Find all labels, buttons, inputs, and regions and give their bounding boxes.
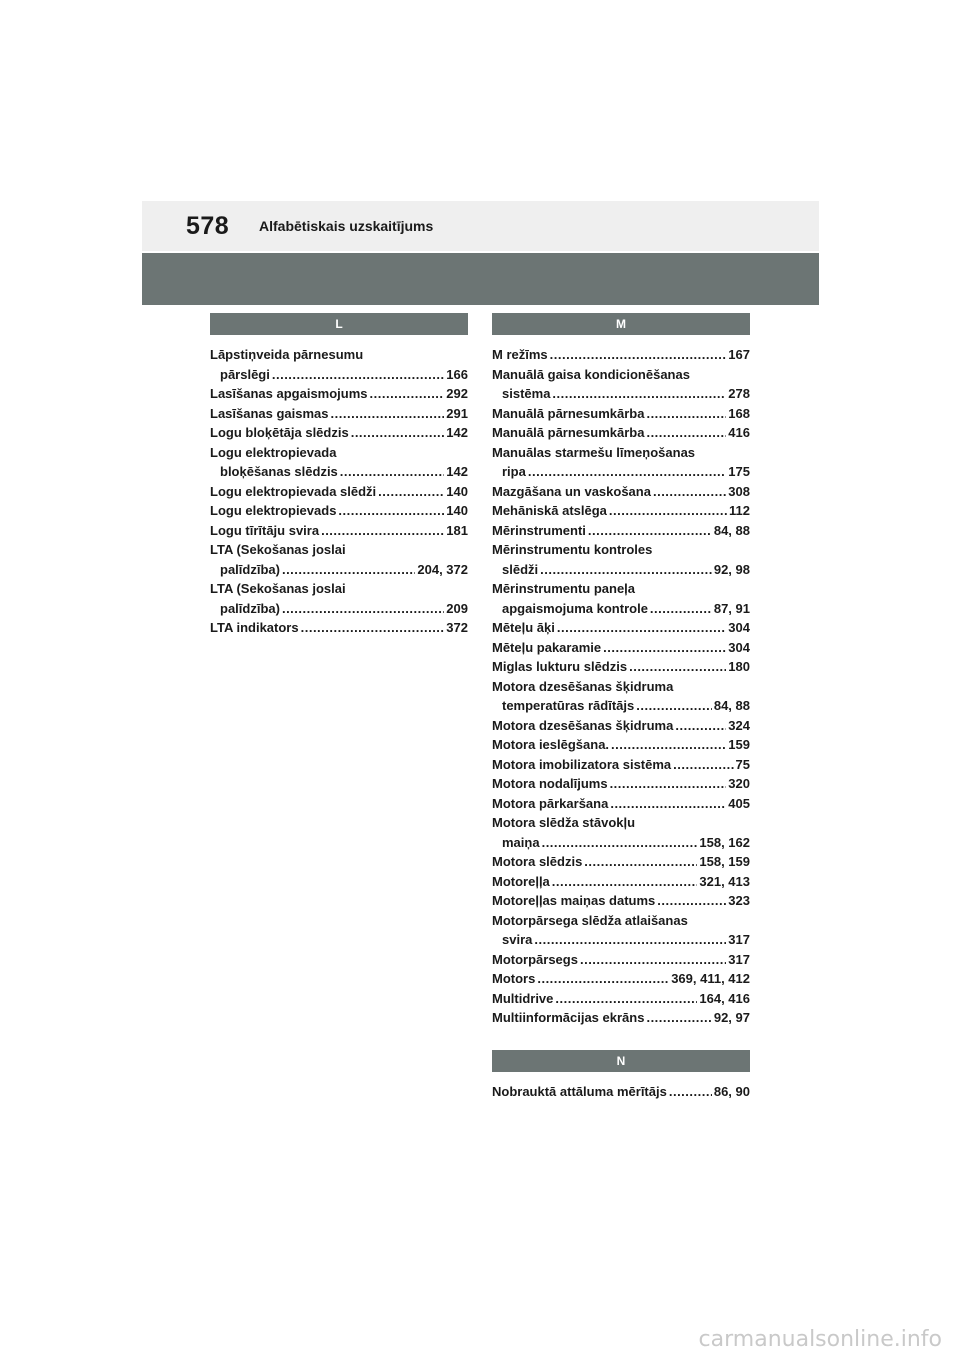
index-entry-pages: 159 bbox=[728, 737, 750, 752]
index-entry bbox=[492, 911, 750, 950]
index-entry-line bbox=[492, 501, 750, 521]
index-entry-line bbox=[492, 345, 750, 365]
dot-leader bbox=[673, 755, 733, 775]
dot-leader bbox=[534, 930, 726, 950]
dot-leader bbox=[550, 345, 727, 365]
index-entry-line bbox=[492, 696, 750, 716]
dot-leader bbox=[540, 560, 712, 580]
watermark: carmanualsonline.info bbox=[698, 1327, 942, 1352]
index-entry bbox=[492, 521, 750, 541]
index-entry-term: Motora dzesēšanas šķidruma bbox=[492, 717, 674, 733]
index-entry-term: Nobrauktā attāluma mērītājs bbox=[492, 1083, 667, 1099]
index-entry bbox=[492, 677, 750, 716]
index-entry-line bbox=[492, 404, 750, 424]
dot-leader bbox=[272, 365, 444, 385]
column-left bbox=[210, 313, 468, 638]
index-entry-pages: 84, 88 bbox=[713, 522, 750, 538]
dot-leader bbox=[338, 501, 444, 521]
index-entry-pages: 168 bbox=[728, 405, 750, 421]
index-entry-pages: 158, 162 bbox=[699, 834, 750, 850]
dot-leader bbox=[378, 482, 444, 502]
index-entry bbox=[492, 365, 750, 404]
index-entry-pages: 142 bbox=[446, 464, 468, 479]
index-entry-pages: 112 bbox=[729, 503, 750, 518]
dot-leader bbox=[636, 696, 712, 716]
index-entry-pages: 164, 416 bbox=[699, 990, 750, 1006]
index-entry-pages: 75 bbox=[735, 756, 750, 772]
index-entry-term: Mēteļu pakaramie bbox=[492, 639, 602, 655]
index-entry bbox=[210, 501, 468, 521]
index-entry bbox=[492, 813, 750, 852]
index-entry bbox=[492, 404, 750, 424]
index-entry-line bbox=[492, 657, 750, 677]
index-entry-term: Logu elektropievada slēdži bbox=[210, 483, 377, 499]
index-entry bbox=[492, 657, 750, 677]
index-entry bbox=[492, 501, 750, 521]
index-entry-line bbox=[492, 930, 750, 950]
entries-l bbox=[210, 345, 468, 638]
dot-leader bbox=[588, 521, 712, 541]
index-entry-line bbox=[492, 482, 750, 502]
section-gap bbox=[492, 1028, 750, 1050]
index-entry-pages: 324 bbox=[728, 717, 750, 733]
index-entry-term: Mērinstrumenti bbox=[492, 522, 586, 538]
index-entry bbox=[492, 1008, 750, 1028]
dot-leader bbox=[552, 872, 698, 892]
dot-leader bbox=[610, 794, 726, 814]
page-number: 578 bbox=[186, 212, 230, 240]
index-entry-pages: 181 bbox=[446, 522, 468, 538]
index-entry bbox=[492, 345, 750, 365]
index-entry-line bbox=[210, 540, 468, 560]
index-entry-term: LTA (Sekošanas joslai bbox=[210, 542, 346, 557]
index-entry-term: slēdži bbox=[502, 561, 539, 577]
index-entry bbox=[492, 755, 750, 775]
index-entry-term: Multidrive bbox=[492, 990, 554, 1006]
dot-leader bbox=[537, 969, 669, 989]
index-entry-pages: 204, 372 bbox=[417, 561, 468, 577]
header-grey-bar bbox=[142, 253, 819, 305]
index-entry-term: Logu tīrītāju svira bbox=[210, 522, 320, 538]
index-entry bbox=[210, 521, 468, 541]
index-entry bbox=[492, 872, 750, 892]
index-entry-pages: 92, 98 bbox=[713, 561, 750, 577]
index-entry-pages: 323 bbox=[728, 893, 750, 908]
index-entry bbox=[210, 482, 468, 502]
index-entry-pages: 84, 88 bbox=[713, 698, 750, 713]
index-entry-term: Motora slēdzis bbox=[492, 854, 583, 869]
index-entry-line bbox=[492, 774, 750, 794]
dot-leader bbox=[675, 716, 726, 736]
dot-leader bbox=[370, 384, 445, 404]
index-entry-term: bloķēšanas slēdzis bbox=[220, 464, 338, 479]
index-entry-pages: 166 bbox=[446, 366, 468, 382]
index-entry-line bbox=[492, 872, 750, 892]
index-entry-line bbox=[492, 618, 750, 638]
index-entry-term: Mēteļu āķi bbox=[492, 620, 555, 635]
index-entry-line bbox=[492, 365, 750, 385]
index-entry-pages: 167 bbox=[728, 347, 750, 362]
index-entry-term: apgaismojuma kontrole bbox=[502, 600, 648, 616]
header-band bbox=[142, 201, 819, 251]
index-entry-line bbox=[492, 677, 750, 697]
index-entry-line bbox=[210, 404, 468, 424]
index-entry-term: LTA indikators bbox=[210, 620, 299, 635]
index-entry-line bbox=[492, 794, 750, 814]
index-entry bbox=[492, 852, 750, 872]
index-entry-pages: 180 bbox=[728, 659, 750, 674]
index-entry-term: temperatūras rādītājs bbox=[502, 698, 635, 713]
dot-leader bbox=[646, 1008, 711, 1028]
index-entry-pages: 140 bbox=[446, 503, 468, 518]
index-entry-pages: 416 bbox=[728, 425, 750, 440]
dot-leader bbox=[669, 1082, 712, 1102]
index-entry-term: LTA (Sekošanas joslai bbox=[210, 581, 346, 596]
index-entry-pages: 292 bbox=[446, 386, 468, 401]
index-entry-pages: 405 bbox=[728, 795, 750, 811]
index-entry-pages: 142 bbox=[446, 425, 468, 440]
page-title: Alfabētiskais uzskaitījums bbox=[259, 218, 434, 234]
index-entry-line bbox=[492, 969, 750, 989]
index-entry-term: Motoreļļa bbox=[492, 873, 550, 889]
index-entry bbox=[492, 891, 750, 911]
dot-leader bbox=[657, 891, 726, 911]
dot-leader bbox=[650, 599, 712, 619]
index-entry bbox=[210, 384, 468, 404]
index-entry-pages: 175 bbox=[728, 464, 750, 479]
index-entry-line bbox=[492, 911, 750, 931]
index-entry-term: Mazgāšana un vaskošana bbox=[492, 483, 651, 499]
index-entry-term: Motora nodalījums bbox=[492, 776, 608, 791]
index-entry-term: Logu elektropievads bbox=[210, 503, 337, 518]
index-entry bbox=[492, 794, 750, 814]
index-entry-line bbox=[492, 833, 750, 853]
index-entry-line bbox=[492, 599, 750, 619]
index-entry-line bbox=[492, 716, 750, 736]
index-entry-term: pārslēgi bbox=[220, 366, 270, 382]
index-entry-term: Mehāniskā atslēga bbox=[492, 503, 607, 518]
index-entry-term: palīdzība) bbox=[220, 600, 280, 616]
index-entry-pages: 291 bbox=[446, 405, 468, 421]
index-entry-pages: 321, 413 bbox=[699, 873, 750, 889]
dot-leader bbox=[351, 423, 445, 443]
index-entry-term: maiņa bbox=[502, 834, 540, 850]
dot-leader bbox=[610, 774, 727, 794]
index-entry-line bbox=[210, 365, 468, 385]
index-entry bbox=[210, 423, 468, 443]
index-entry-line bbox=[492, 1008, 750, 1028]
index-entry-line bbox=[210, 423, 468, 443]
index-entry-pages: 320 bbox=[728, 776, 750, 791]
index-entry-term: Motora dzesēšanas šķidruma bbox=[492, 678, 674, 694]
dot-leader bbox=[528, 462, 726, 482]
index-entry bbox=[492, 638, 750, 658]
index-entry-pages: 304 bbox=[728, 620, 750, 635]
dot-leader bbox=[580, 950, 726, 970]
index-entry-term: Motora pārkaršana bbox=[492, 795, 609, 811]
index-entry-line bbox=[492, 755, 750, 775]
index-entry-line bbox=[492, 813, 750, 833]
index-entry bbox=[492, 579, 750, 618]
index-entry bbox=[492, 482, 750, 502]
index-entry-pages: 304 bbox=[728, 639, 750, 655]
index-entry-pages: 308 bbox=[728, 483, 750, 499]
index-entry bbox=[492, 540, 750, 579]
dot-leader bbox=[653, 482, 726, 502]
index-entry-line bbox=[492, 540, 750, 560]
dot-leader bbox=[555, 989, 697, 1009]
index-entry-line bbox=[492, 1082, 750, 1102]
section-letter-m: M bbox=[492, 313, 750, 335]
index-entry-term: Motors bbox=[492, 971, 536, 986]
index-entry-line bbox=[492, 560, 750, 580]
index-entry-line bbox=[210, 579, 468, 599]
index-entry-line bbox=[492, 443, 750, 463]
dot-leader bbox=[331, 404, 445, 424]
index-entry-line bbox=[492, 852, 750, 872]
section-letter-l: L bbox=[210, 313, 468, 335]
index-entry-term: Mērinstrumentu paneļa bbox=[492, 581, 636, 596]
index-entry-line bbox=[492, 735, 750, 755]
index-entry bbox=[210, 404, 468, 424]
index-entry-term: Logu elektropievada bbox=[210, 444, 337, 460]
index-entry-line bbox=[210, 345, 468, 365]
index-entry-term: Logu bloķētāja slēdzis bbox=[210, 425, 349, 440]
index-entry bbox=[492, 716, 750, 736]
index-entry-term: M režīms bbox=[492, 347, 548, 362]
dot-leader bbox=[282, 599, 444, 619]
dot-leader bbox=[301, 618, 445, 638]
index-entry-line bbox=[210, 599, 468, 619]
index-entry-term: Motoreļļas maiņas datums bbox=[492, 893, 656, 908]
index-entry bbox=[492, 618, 750, 638]
index-entry bbox=[492, 1082, 750, 1102]
index-entry-line bbox=[492, 462, 750, 482]
section-letter-n: N bbox=[492, 1050, 750, 1072]
index-entry-term: sistēma bbox=[502, 386, 551, 401]
index-entry-line bbox=[492, 521, 750, 541]
dot-leader bbox=[646, 423, 726, 443]
index-entry-term: Multiinformācijas ekrāns bbox=[492, 1010, 645, 1025]
index-entry bbox=[210, 579, 468, 618]
dot-leader bbox=[629, 657, 726, 677]
index-entry-line bbox=[492, 423, 750, 443]
dot-leader bbox=[603, 638, 726, 658]
index-entry-pages: 317 bbox=[728, 951, 750, 967]
index-entry-pages: 369, 411, 412 bbox=[671, 971, 750, 986]
index-entry-line bbox=[210, 482, 468, 502]
index-entry-line bbox=[492, 989, 750, 1009]
index-entry bbox=[210, 443, 468, 482]
index-entry bbox=[210, 345, 468, 384]
index-entry-line bbox=[210, 384, 468, 404]
dot-leader bbox=[557, 618, 726, 638]
dot-leader bbox=[321, 521, 444, 541]
index-entry-term: palīdzība) bbox=[220, 561, 280, 577]
dot-leader bbox=[340, 462, 445, 482]
index-entry bbox=[492, 950, 750, 970]
index-entry-term: Mērinstrumentu kontroles bbox=[492, 542, 653, 557]
index-entry-pages: 86, 90 bbox=[713, 1083, 750, 1099]
index-entry bbox=[492, 969, 750, 989]
index-entry-line bbox=[210, 501, 468, 521]
index-entry-term: Motora imobilizatora sistēma bbox=[492, 756, 672, 772]
index-entry-line bbox=[492, 579, 750, 599]
index-entry-line bbox=[210, 560, 468, 580]
index-entry-term: Motora slēdža stāvokļu bbox=[492, 815, 636, 830]
index-entry-pages: 87, 91 bbox=[713, 600, 750, 616]
index-entry-line bbox=[210, 443, 468, 463]
index-entry-term: Manuālā pārnesumkārba bbox=[492, 425, 645, 440]
index-entry-pages: 372 bbox=[446, 620, 468, 635]
index-entry bbox=[210, 618, 468, 638]
index-entry-line bbox=[492, 891, 750, 911]
index-entry-term: Manuālā gaisa kondicionēšanas bbox=[492, 366, 690, 382]
dot-leader bbox=[584, 852, 697, 872]
index-entry-term: Manuālas starmešu līmeņošanas bbox=[492, 444, 696, 460]
index-entry bbox=[492, 989, 750, 1009]
index-entry-pages: 92, 97 bbox=[713, 1010, 750, 1025]
index-entry bbox=[492, 735, 750, 755]
index-entry-term: ripa bbox=[502, 464, 526, 479]
index-entry-term: Miglas lukturu slēdzis bbox=[492, 659, 628, 674]
dot-leader bbox=[542, 833, 698, 853]
entries-n bbox=[492, 1082, 750, 1102]
index-entry-line bbox=[210, 521, 468, 541]
index-entry-line bbox=[492, 950, 750, 970]
index-entry bbox=[210, 540, 468, 579]
index-entry-pages: 140 bbox=[446, 483, 468, 499]
column-right bbox=[492, 313, 750, 1101]
dot-leader bbox=[282, 560, 415, 580]
index-entry-term: Motorpārsega slēdža atlaišanas bbox=[492, 912, 688, 928]
index-entry-term: Lasīšanas apgaismojums bbox=[210, 386, 368, 401]
index-entry-term: Motorpārsegs bbox=[492, 951, 578, 967]
index-entry bbox=[492, 774, 750, 794]
index-entry-pages: 209 bbox=[446, 600, 468, 616]
index-entry-pages: 317 bbox=[728, 932, 750, 947]
index-entry-line bbox=[210, 462, 468, 482]
index-entry-pages: 278 bbox=[728, 386, 750, 401]
dot-leader bbox=[609, 501, 727, 521]
index-entry bbox=[492, 443, 750, 482]
index-entry-term: Manuālā pārnesumkārba bbox=[492, 405, 645, 421]
index-entry-term: svira bbox=[502, 932, 533, 947]
entries-m bbox=[492, 345, 750, 1028]
index-entry-term: Motora ieslēgšana. bbox=[492, 737, 610, 752]
index-entry-term: Lasīšanas gaismas bbox=[210, 405, 329, 421]
dot-leader bbox=[611, 735, 726, 755]
dot-leader bbox=[646, 404, 726, 424]
index-entry-line bbox=[492, 384, 750, 404]
index-entry bbox=[492, 423, 750, 443]
index-entry-line bbox=[492, 638, 750, 658]
dot-leader bbox=[552, 384, 726, 404]
index-entry-line bbox=[210, 618, 468, 638]
index-entry-pages: 158, 159 bbox=[699, 854, 750, 869]
index-entry-term: Lāpstiņveida pārnesumu bbox=[210, 347, 364, 362]
